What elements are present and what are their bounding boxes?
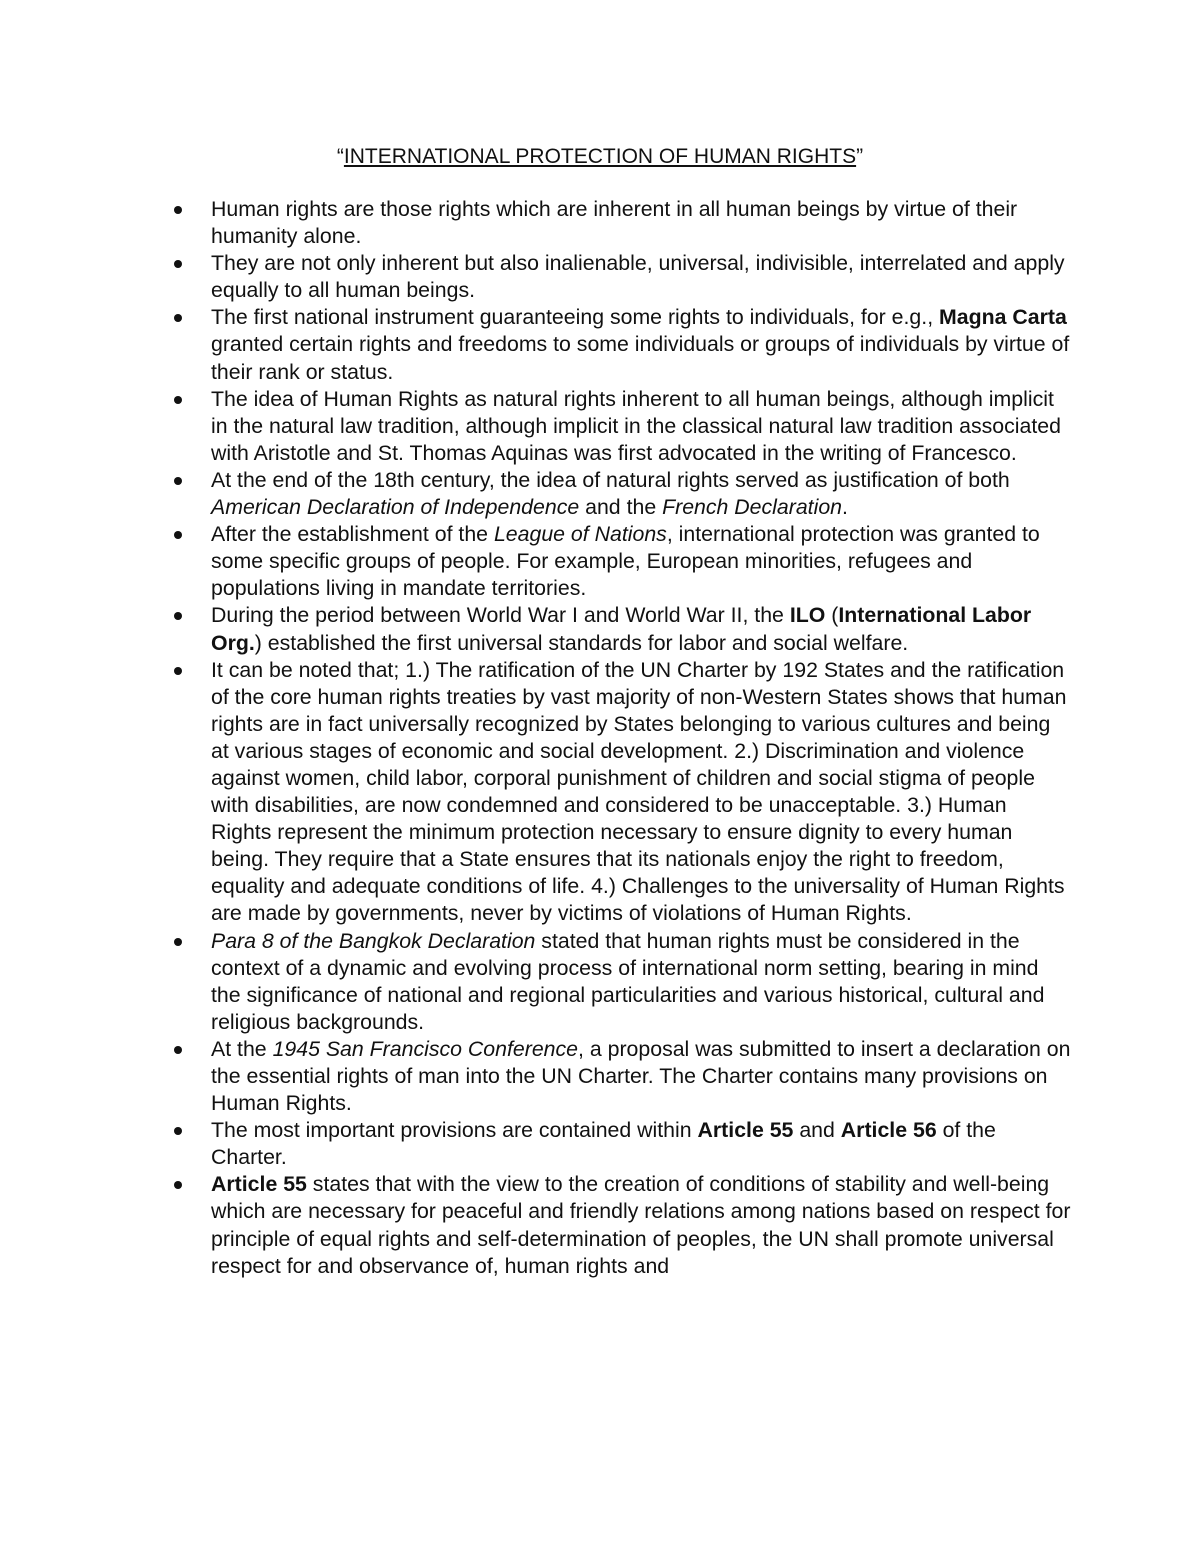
bullet-text: The most important provisions are contained within bbox=[211, 1118, 698, 1143]
bullet-text: It can be noted that; 1.) The ratification of the UN Charter by 192 States and the ratification of the core human rights treaties by vast majority of non-Western States shows that human rights are in fact universally recognized by States belonging to various cultures and being at various stages of economic and social development. 2.) Discrimination and violence against women, child labor, corporal punishment of children and social stigma of people with disabilities, are now condemned and considered to be unacceptable. 3.) Human Rights represent the minimum protection necessary to ensure dignity to every human being. They require that a State ensures that its nationals enjoy the right to freedom, equality and adequate conditions of life. 4.) Challenges to the universality of Human Rights are made by governments, never by victims of violations of Human Rights. bbox=[211, 657, 1067, 926]
bullet-dot-icon bbox=[174, 938, 182, 946]
bullet-text: and the bbox=[579, 495, 663, 520]
bullet-item bbox=[211, 657, 1071, 928]
italic-text: Para 8 of the Bangkok Declaration bbox=[211, 928, 536, 953]
bullet-text: ( bbox=[825, 603, 839, 628]
bullet-text: The first national instrument guaranteeing some rights to individuals, for e.g., bbox=[211, 305, 940, 330]
bullet-dot-icon bbox=[174, 314, 182, 322]
bullet-text: and bbox=[793, 1118, 841, 1143]
bullet-text: During the period between World War I and World War II, the bbox=[211, 603, 790, 628]
bullet-dot-icon bbox=[174, 667, 182, 675]
bullet-text: Human rights are those rights which are inherent in all human beings by virtue of their humanity alone. bbox=[211, 197, 1018, 249]
bullet-text: After the establishment of the bbox=[211, 522, 494, 547]
bullet-text: The idea of Human Rights as natural rights inherent to all human beings, although implicit in the natural law tradition, although implicit in the classical natural law tradition associated with Aristotle and St. Thomas Aquinas was first advocated in the writing of Francesco. bbox=[211, 386, 1061, 465]
bullet-list bbox=[211, 196, 1071, 1280]
bullet-item bbox=[211, 602, 1071, 656]
bullet-dot-icon bbox=[174, 396, 182, 404]
bullet-dot-icon bbox=[174, 1046, 182, 1054]
bullet-item bbox=[211, 386, 1071, 467]
italic-text: American Declaration of Independence bbox=[211, 495, 580, 520]
bullet-item bbox=[211, 928, 1071, 1036]
bold-text: Article 55 bbox=[697, 1118, 794, 1143]
bullet-dot-icon bbox=[174, 1181, 182, 1189]
bullet-text: . bbox=[842, 495, 848, 520]
bullet-text: At the bbox=[211, 1036, 273, 1061]
bullet-item bbox=[211, 250, 1071, 304]
document-title bbox=[0, 142, 1200, 172]
bold-text: International Labor Org. bbox=[211, 603, 1032, 655]
bullet-text: , international protection was granted to some specific groups of people. For example, European minorities, refugees and populations living in mandate territories. bbox=[211, 522, 1040, 601]
bold-text: Article 55 bbox=[211, 1172, 307, 1197]
bullet-item bbox=[211, 1171, 1071, 1279]
bullet-text: , a proposal was submitted to insert a declaration on the essential rights of man into the UN Charter. The Charter contains many provisions on Human Rights. bbox=[211, 1036, 1071, 1116]
bullet-item bbox=[211, 467, 1071, 521]
bullet-item bbox=[211, 1036, 1071, 1117]
bullet-dot-icon bbox=[174, 612, 182, 620]
italic-text: 1945 San Francisco Conference bbox=[272, 1036, 578, 1061]
title-text: INTERNATIONAL PROTECTION OF HUMAN RIGHTS bbox=[343, 145, 857, 168]
bullet-text: stated that human rights must be considered in the context of a dynamic and evolving process of international norm setting, bearing in mind the significance of national and regional particularities and various historical, cultural and religious backgrounds. bbox=[211, 928, 1045, 1034]
bullet-dot-icon bbox=[174, 531, 182, 539]
italic-text: French Declaration bbox=[662, 495, 843, 520]
bold-text: Article 56 bbox=[840, 1118, 937, 1143]
bullet-text: ) established the first universal standards for labor and social welfare. bbox=[254, 630, 909, 655]
bullet-dot-icon bbox=[174, 477, 182, 485]
bold-text: ILO bbox=[789, 603, 826, 628]
bullet-text: of the Charter. bbox=[211, 1118, 996, 1170]
title-open-quote: “ bbox=[336, 145, 344, 168]
bullet-dot-icon bbox=[174, 260, 182, 268]
bullet-text: At the end of the 18th century, the idea of natural rights served as justification of both bbox=[211, 467, 1010, 492]
bullet-dot-icon bbox=[174, 1127, 182, 1135]
bullet-text: states that with the view to the creation of conditions of stability and well-being which are necessary for peaceful and friendly relations among nations based on respect for principle of equal rights and self-determination of peoples, the UN shall promote universal respect for and observance of, human rights and bbox=[211, 1172, 1071, 1278]
title-close-quote: ” bbox=[856, 145, 864, 168]
bullet-dot-icon bbox=[174, 206, 182, 214]
bullet-text: granted certain rights and freedoms to some individuals or groups of individuals by virtue of their rank or status. bbox=[211, 332, 1070, 384]
bullet-item bbox=[211, 304, 1071, 385]
bullet-item bbox=[211, 521, 1071, 602]
bold-text: Magna Carta bbox=[939, 305, 1067, 330]
italic-text: League of Nations bbox=[493, 522, 667, 547]
bullet-item bbox=[211, 1117, 1071, 1171]
bullet-text: They are not only inherent but also inalienable, universal, indivisible, interrelated and apply equally to all human beings. bbox=[211, 251, 1065, 303]
bullet-item bbox=[211, 196, 1071, 250]
